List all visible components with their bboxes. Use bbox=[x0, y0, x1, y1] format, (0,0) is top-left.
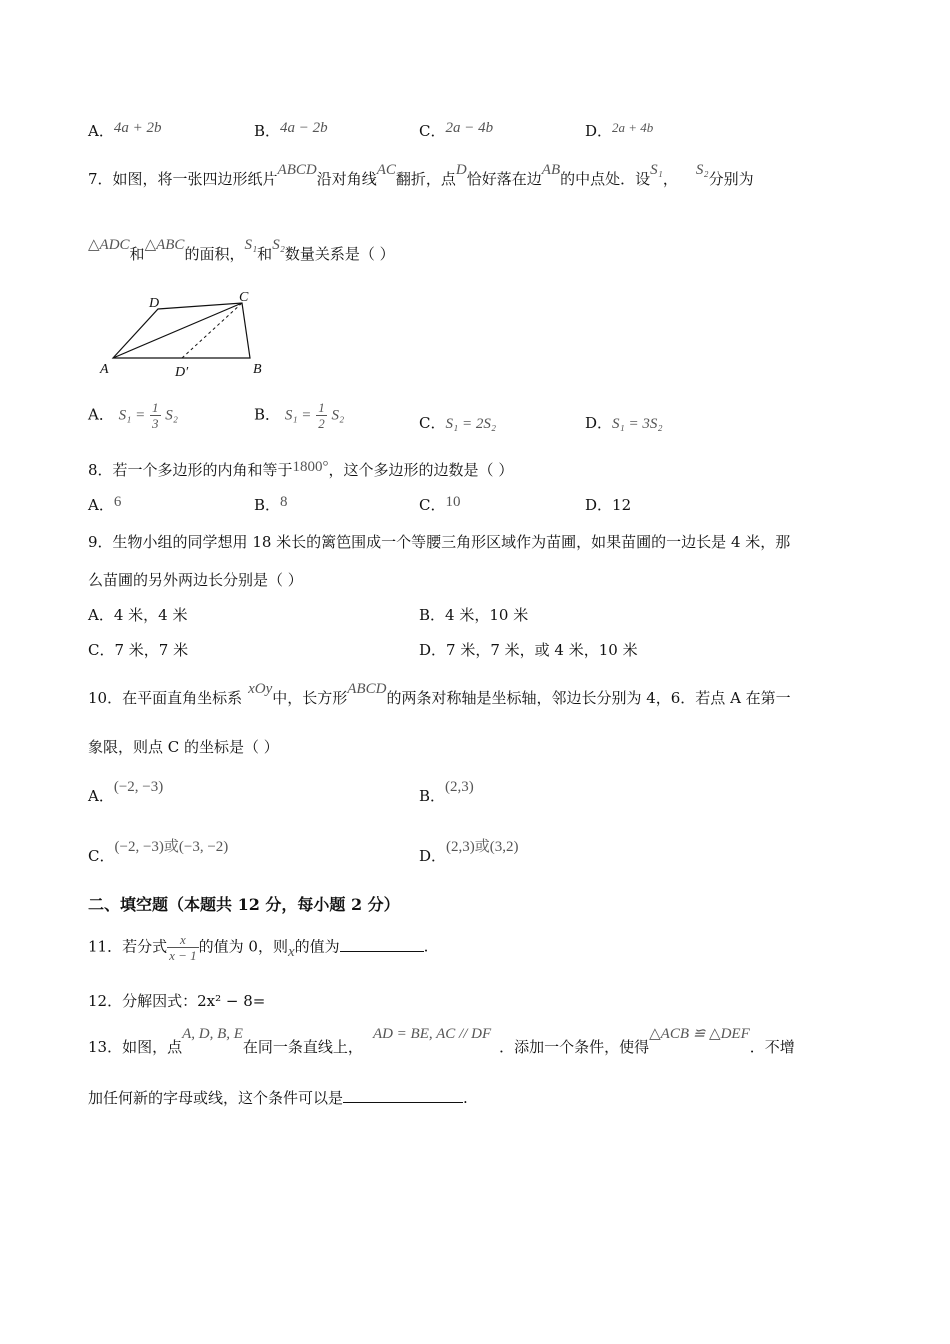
question-text: 的值为 bbox=[294, 937, 340, 956]
q10-option-d[interactable] bbox=[419, 839, 519, 866]
question-text: 的两条对称轴是坐标轴，邻边长分别为 4，6．若点 A 在第一 bbox=[386, 689, 791, 707]
option-value: 4 米，10 米 bbox=[445, 606, 529, 624]
option-value: 6 bbox=[113, 494, 122, 510]
label-d: D bbox=[149, 296, 160, 311]
answer-blank[interactable] bbox=[343, 1102, 463, 1103]
math-inline: x bbox=[287, 943, 295, 960]
question-text: 数量关系是（ ） bbox=[284, 245, 395, 263]
question-text: 中，长方形 bbox=[272, 689, 348, 707]
option-label: B． bbox=[419, 606, 446, 624]
numerator: x bbox=[167, 932, 199, 948]
q7-quadrilateral-figure bbox=[95, 285, 275, 380]
math-inline: AD = BE, AC // DF bbox=[372, 1026, 492, 1042]
q9-line1: 9．生物小组的同学想用 18 米长的篱笆围成一个等腰三角形区域作为苗圃，如果苗圃的一边长是 4 米，那 bbox=[88, 533, 791, 551]
q8-option-c[interactable] bbox=[419, 494, 460, 515]
question-text: 7．如图，将一张四边形纸片 bbox=[88, 170, 278, 188]
math-inline: ABCD bbox=[277, 162, 317, 178]
math-inline: AC bbox=[376, 162, 396, 178]
q6-option-a[interactable] bbox=[88, 120, 161, 141]
numerator: 1 bbox=[152, 400, 159, 415]
option-value: 12 bbox=[612, 496, 632, 514]
q10-option-c[interactable] bbox=[88, 839, 229, 866]
option-label: A． bbox=[88, 606, 114, 624]
q8-option-b[interactable] bbox=[254, 494, 288, 515]
question-text: . bbox=[423, 937, 429, 956]
option-label: B． bbox=[254, 122, 281, 140]
option-label: A． bbox=[88, 496, 114, 514]
q7-option-c[interactable] bbox=[419, 412, 496, 433]
option-value: S₁ = 3S₂ bbox=[612, 416, 663, 432]
option-value: (2,3)或(3,2) bbox=[446, 839, 519, 855]
q10-line1 bbox=[88, 681, 791, 708]
math-inline: ABCD bbox=[347, 681, 387, 697]
q8-question bbox=[88, 459, 513, 480]
fraction bbox=[150, 400, 161, 431]
option-value: 10 bbox=[445, 494, 461, 510]
option-label: D． bbox=[585, 414, 613, 432]
question-text: ．添加一个条件，使得 bbox=[499, 1038, 650, 1056]
question-text: ，这个多边形的边数是（ ） bbox=[328, 461, 514, 479]
math-inline: S₁ bbox=[244, 237, 258, 253]
math-inline: A, D, B, E bbox=[182, 1026, 243, 1042]
option-label: A． bbox=[88, 787, 114, 805]
q7-option-b[interactable] bbox=[254, 400, 344, 431]
option-label: B． bbox=[419, 787, 446, 805]
option-label: D． bbox=[419, 641, 447, 659]
denominator: 3 bbox=[152, 416, 159, 431]
diagonal-ac bbox=[113, 303, 242, 358]
label-c: C bbox=[239, 290, 249, 305]
option-label: B． bbox=[254, 405, 281, 424]
q9-option-b[interactable] bbox=[419, 604, 528, 625]
math-inline: S₂ bbox=[165, 407, 178, 424]
question-text: ．不增 bbox=[749, 1038, 795, 1056]
math-inline: △ADC bbox=[88, 237, 130, 253]
math-inline: S₂ bbox=[272, 237, 285, 253]
q7-line1 bbox=[88, 162, 754, 189]
option-label: C． bbox=[419, 496, 446, 514]
question-text: 8．若一个多边形的内角和等于 bbox=[88, 461, 293, 479]
option-value: 4 米，4 米 bbox=[113, 606, 188, 624]
label-d-prime: D′ bbox=[175, 365, 189, 380]
q12-question: 12．分解因式：2x² − 8= bbox=[88, 992, 266, 1010]
option-label: D． bbox=[419, 847, 447, 865]
question-text: 和 bbox=[129, 245, 145, 263]
option-value: (−2, −3)或(−3, −2) bbox=[114, 839, 229, 855]
math-inline: D bbox=[455, 162, 467, 178]
question-text: 的值为 0，则 bbox=[198, 937, 288, 956]
option-label: C． bbox=[88, 641, 115, 659]
option-label: A． bbox=[88, 405, 114, 424]
question-text: . bbox=[463, 1089, 468, 1107]
section-title: 二、填空题（本题共 12 分，每小题 2 分） bbox=[88, 895, 400, 914]
q6-option-b[interactable] bbox=[254, 120, 328, 141]
math-inline: △ACB ≌ △DEF bbox=[649, 1026, 750, 1042]
question-text: 在同一条直线上， bbox=[242, 1038, 363, 1056]
question-text: ， bbox=[662, 170, 678, 188]
math-inline: 1800° bbox=[292, 459, 329, 475]
q9-option-d[interactable] bbox=[419, 639, 638, 660]
math-inline: S₂ bbox=[695, 162, 709, 178]
math-inline: △ABC bbox=[144, 237, 185, 253]
q13-line1 bbox=[88, 1026, 795, 1057]
option-label: D． bbox=[585, 496, 613, 514]
question-text: 加任何新的字母或线，这个条件可以是 bbox=[88, 1089, 344, 1107]
fraction bbox=[167, 932, 199, 963]
denominator: 2 bbox=[318, 416, 325, 431]
numerator: 1 bbox=[318, 400, 325, 415]
q13-line2 bbox=[88, 1087, 468, 1108]
label-a: A bbox=[100, 362, 109, 377]
option-value: 2a + 4b bbox=[612, 120, 654, 135]
option-label: D． bbox=[585, 122, 613, 140]
denominator: x − 1 bbox=[169, 948, 197, 963]
option-value: 4a − 2b bbox=[280, 120, 328, 136]
question-text: 11．若分式 bbox=[88, 937, 168, 956]
option-label: C． bbox=[88, 847, 115, 865]
option-value: 4a + 2b bbox=[113, 120, 162, 136]
option-value: 7 米，7 米 bbox=[114, 641, 189, 659]
math-inline: S₁ = bbox=[118, 407, 146, 424]
fold-line-cd-prime bbox=[182, 303, 242, 358]
option-label: C． bbox=[419, 414, 446, 432]
q9-option-c[interactable] bbox=[88, 639, 188, 660]
option-value: (2,3) bbox=[445, 779, 474, 795]
question-text: 13．如图，点 bbox=[88, 1038, 183, 1056]
q10-line2: 象限，则点 C 的坐标是（ ） bbox=[88, 738, 279, 756]
fraction bbox=[316, 400, 327, 431]
question-text: 分别为 bbox=[708, 170, 754, 188]
q10-option-b[interactable] bbox=[419, 779, 474, 806]
question-text: 的中点处．设 bbox=[560, 170, 651, 188]
option-value: 8 bbox=[280, 494, 288, 510]
option-value: S₁ = 2S₂ bbox=[445, 416, 497, 432]
question-text: 的面积， bbox=[184, 245, 245, 263]
question-text: 和 bbox=[257, 245, 273, 263]
q6-option-c[interactable] bbox=[419, 120, 493, 141]
math-inline: AB bbox=[541, 162, 561, 178]
question-text: 沿对角线 bbox=[316, 170, 377, 188]
question-text: 10．在平面直角坐标系 bbox=[88, 689, 243, 707]
answer-blank[interactable] bbox=[340, 951, 424, 952]
question-text: 翻折，点 bbox=[395, 170, 456, 188]
math-inline: xOy bbox=[248, 681, 273, 697]
q10-option-a[interactable] bbox=[88, 779, 164, 806]
q8-option-a[interactable] bbox=[88, 494, 121, 515]
math-inline: S₁ bbox=[650, 162, 663, 178]
q11-question bbox=[88, 932, 428, 963]
option-label: A． bbox=[88, 122, 114, 140]
option-value: 2a − 4b bbox=[445, 120, 494, 136]
math-inline: S₂ bbox=[331, 407, 345, 424]
option-label: B． bbox=[254, 496, 281, 514]
q6-option-d[interactable] bbox=[585, 120, 653, 141]
question-text: 恰好落在边 bbox=[466, 170, 542, 188]
q7-option-d[interactable] bbox=[585, 412, 663, 433]
option-value: (−2, −3) bbox=[113, 779, 164, 795]
option-label: C． bbox=[419, 122, 446, 140]
q7-line2 bbox=[88, 237, 395, 264]
math-inline: S₁ = bbox=[284, 407, 312, 424]
q9-option-a[interactable] bbox=[88, 604, 187, 625]
label-b: B bbox=[253, 362, 262, 377]
q9-line2: 么苗圃的另外两边长分别是（ ） bbox=[88, 571, 303, 589]
q7-option-a[interactable] bbox=[88, 400, 178, 431]
option-value: 7 米，7 米，或 4 米，10 米 bbox=[446, 641, 638, 659]
q8-option-d[interactable] bbox=[585, 494, 631, 515]
